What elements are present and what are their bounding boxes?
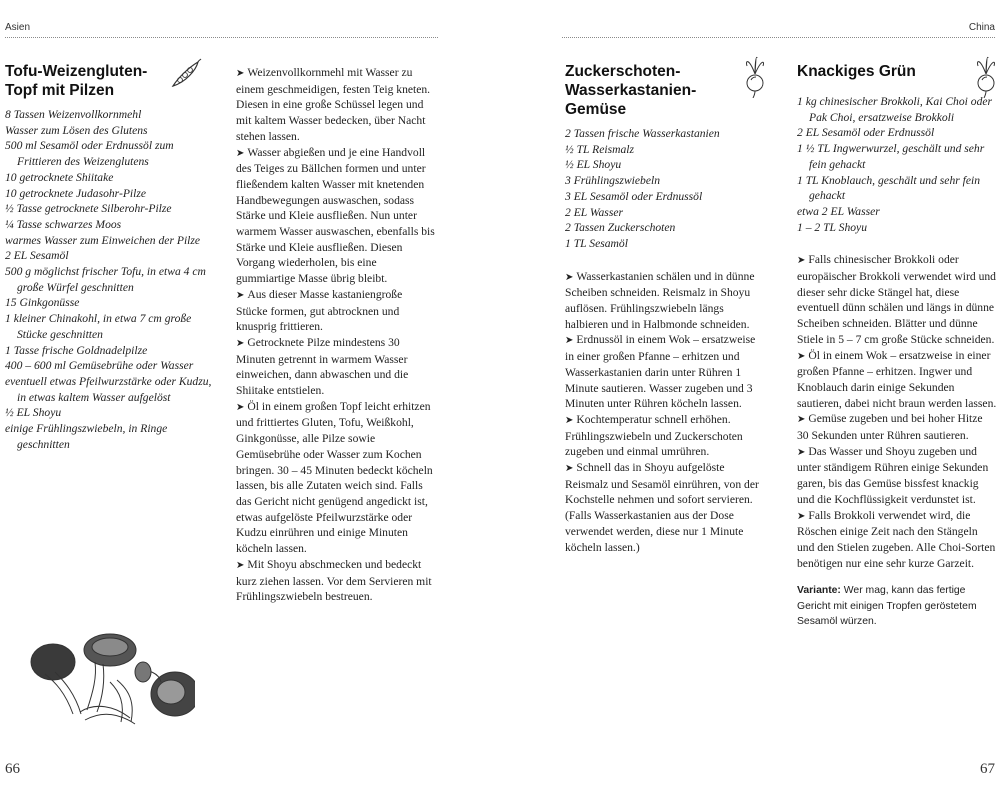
- radish-icon: [743, 56, 767, 98]
- step-item: ➤ Wasser abgießen und je eine Handvoll des Teiges zu Bällchen formen und unter fließendem kalten Wasser mit knetenden Handbewegungen auswaschen, sodass Stärke und Kleie ausfließen. Nun unter warmem Wasser auswaschen, ebenfalls bis Stärke und Kleie ausfließen. Diesen Vorgang wiederholen, bis eine gummiartige Masse übrig bleibt.: [236, 145, 435, 286]
- ingredient-item: 2 EL Sesamöl: [5, 249, 69, 263]
- ingredient-item: etwa 2 EL Wasser: [797, 204, 880, 218]
- arrow-icon: ➤: [797, 510, 806, 522]
- ingredient-item: 2 EL Sesamöl oder Erdnussöl: [797, 126, 935, 140]
- recipe-knackiges-gruen-column: [797, 62, 997, 630]
- ingredient-item: ½ EL Shoyu: [565, 158, 622, 172]
- step-item: ➤ Öl in einem Wok – ersatzweise in einer großen Pfanne – erhitzen. Ingwer und Knoblauch darin einige Sekunden sautieren, dabei nicht braun werden lassen.: [797, 348, 997, 410]
- arrow-icon: ➤: [236, 337, 245, 349]
- running-rule-right: [562, 37, 995, 38]
- variant-text: Wer mag, kann das fertige Gericht mit einigen Tropfen geröstetem Sesamöl würzen.: [797, 585, 977, 628]
- ingredient-item: 3 EL Sesamöl oder Erdnussöl: [565, 189, 703, 203]
- title-line-2: Topf mit Pilzen: [5, 82, 115, 99]
- ingredient-item: 3 Frühlingszwiebeln: [565, 174, 661, 188]
- ingredient-item: 2 Tassen Zuckerschoten: [565, 221, 676, 235]
- ingredient-item: 500 ml Sesamöl oder Erdnussöl zum Frittieren des Weizenglutens: [5, 139, 174, 169]
- step-item: ➤ Wasserkastanien schälen und in dünne Scheiben schneiden. Reismalz in Shoyu auflösen. Frühlingszwiebeln längs halbieren und in Halbmonde schneiden.: [565, 269, 755, 331]
- arrow-icon: ➤: [797, 350, 806, 362]
- title-line-3: Gemüse: [565, 101, 627, 118]
- arrow-icon: ➤: [236, 559, 245, 571]
- ingredient-item: 1 – 2 TL Shoyu: [797, 220, 868, 234]
- step-item: ➤ Falls chinesischer Brokkoli oder europäischer Brokkoli verwendet wird und dieser sehr dicke Stängel hat, diese eventuell dünn schälen und längs in dünne Scheiben schneiden. Blätter und dünne Stiele in 5 – 7 cm große Stücke schneiden.: [797, 253, 996, 346]
- title-line-1: Zuckerschoten-: [565, 63, 681, 80]
- step-item: ➤ Erdnussöl in einem Wok – ersatzweise in einer großen Pfanne – erhitzen und Wasserkastanien darin unter Rühren 1 Minute sautieren. Wasser zugeben und 3 Minuten unter Rühren köcheln lassen.: [565, 333, 756, 411]
- ingredient-item: 10 getrocknete Judasohr-Pilze: [5, 186, 146, 200]
- running-head-right: China: [968, 22, 995, 33]
- recipe-tofu-steps-column: [236, 65, 436, 605]
- ingredient-item: ½ EL Shoyu: [5, 406, 62, 420]
- step-item: ➤ Getrocknete Pilze mindestens 30 Minuten getrennt in warmem Wasser einweichen, dann abwaschen und die Shiitake entstielen.: [236, 335, 409, 398]
- step-item: ➤ Schnell das in Shoyu aufgelöste Reismalz und Sesamöl einrühren, von der Kochstelle nehmen und sofort servieren. (Falls Wasserkastanien aus der Dose verwendet werden, diese nur 1 Minute köcheln lassen.): [565, 461, 759, 554]
- ingredient-item: 400 – 600 ml Gemüsebrühe oder Wasser: [5, 359, 194, 373]
- recipe-title: [565, 62, 765, 119]
- recipe-tofu-ingredients-column: [5, 62, 220, 452]
- pea-pod-icon: [168, 58, 202, 92]
- arrow-icon: ➤: [797, 255, 806, 267]
- ingredient-item: 1 kleiner Chinakohl, in etwa 7 cm große Stücke geschnitten: [5, 312, 192, 341]
- ingredient-item: ½ Tasse getrocknete Silberohr-Pilze: [5, 202, 172, 216]
- ingredient-item: 1 TL Knoblauch, geschält und sehr fein gehackt: [797, 173, 981, 203]
- ingredient-item: 15 Ginkgonüsse: [5, 296, 80, 310]
- arrow-icon: ➤: [236, 68, 245, 79]
- recipe-title: Knackiges Grün: [797, 63, 916, 80]
- ingredient-list: [565, 126, 765, 252]
- page-number-right: 67: [980, 761, 995, 777]
- ingredient-item: 1 ½ TL Ingwerwurzel, geschält und sehr fein gehackt: [797, 142, 985, 171]
- ingredient-item: eventuell etwas Pfeilwurzstärke oder Kudzu, in etwas kaltem Wasser aufgelöst: [5, 374, 212, 404]
- ingredient-item: 2 Tassen frische Wasserkastanien: [565, 127, 720, 140]
- arrow-icon: ➤: [236, 147, 245, 159]
- step-list: [797, 252, 997, 571]
- ingredient-item: 2 EL Wasser: [565, 205, 623, 219]
- variant-label: Variante:: [797, 585, 841, 597]
- step-item: ➤ Das Wasser und Shoyu zugeben und unter ständigem Rühren einige Sekunden garen, bis das Gemüse bissfest knackig und die Kochflüssigkeit verdunstet ist.: [797, 444, 989, 506]
- ingredient-list: [797, 94, 997, 235]
- recipe-zuckerschoten-column: [565, 62, 765, 555]
- running-rule-left: [5, 37, 438, 38]
- ingredient-item: ½ TL Reismalz: [565, 142, 635, 156]
- arrow-icon: ➤: [565, 335, 574, 347]
- ingredient-item: 1 kg chinesischer Brokkoli, Kai Choi oder Pak Choi, ersatzweise Brokkoli: [797, 95, 993, 124]
- page-number-left: 66: [5, 761, 20, 777]
- arrow-icon: ➤: [797, 446, 806, 458]
- arrow-icon: ➤: [565, 414, 574, 426]
- ingredient-item: warmes Wasser zum Einweichen der Pilze: [5, 233, 201, 247]
- arrow-icon: ➤: [236, 401, 245, 413]
- ingredient-item: 8 Tassen Weizenvollkornmehl: [5, 108, 142, 121]
- arrow-icon: ➤: [797, 414, 806, 426]
- ingredient-item: 500 g möglichst frischer Tofu, in etwa 4 cm große Würfel geschnitten: [5, 265, 206, 294]
- step-item: ➤ Aus dieser Masse kastaniengroße Stücke formen, gut abtrocknen und knusprig frittieren.: [236, 287, 403, 334]
- ingredient-item: 1 TL Sesamöl: [565, 236, 628, 250]
- ingredient-item: Wasser zum Lösen des Glutens: [5, 123, 148, 137]
- right-page: [500, 0, 1000, 800]
- arrow-icon: ➤: [565, 271, 574, 283]
- ingredient-item: 1 Tasse frische Goldnadelpilze: [5, 343, 148, 357]
- running-head-left: Asien: [5, 22, 31, 33]
- step-list: [565, 269, 765, 556]
- ingredient-item: ¼ Tasse schwarzes Moos: [5, 217, 122, 231]
- title-line-2: Wasserkastanien-: [565, 82, 697, 99]
- variant-note: [797, 583, 997, 630]
- step-item: ➤ Mit Shoyu abschmecken und bedeckt kurz ziehen lassen. Vor dem Servieren mit Frühlingszwiebeln bestreuen.: [236, 557, 432, 604]
- step-item: ➤ Gemüse zugeben und bei hoher Hitze 30 Sekunden unter Rühren sautieren.: [797, 412, 983, 443]
- step-item: ➤ Weizenvollkornmehl mit Wasser zu einem geschmeidigen, festen Teig kneten. Diesen in eine große Schüssel legen und mit kaltem Wasser bedecken, über Nacht stehen lassen.: [236, 66, 431, 143]
- step-item: ➤ Falls Brokkoli verwendet wird, die Röschen einige Zeit nach den Stängeln und den Stielen zugeben. Alle Choi-Sorten benötigen nur eine sehr kurze Garzeit.: [797, 508, 996, 570]
- step-list: [236, 65, 436, 605]
- step-item: ➤ Öl in einem großen Topf leicht erhitzen und frittiertes Gluten, Tofu, Weißkohl, Ginkgonüsse, alle Pilze sowie Gemüsebrühe oder Wasser zum Kochen bringen. 30 – 45 Minuten bedeckt köcheln lassen, bis alle Zutaten weich sind. Falls das Gericht nicht genügend angedickt ist, etwas aufgelöste Pfeilwurzstärke oder Kudzu einrühren und einige Minuten köcheln lassen.: [236, 399, 433, 556]
- mushrooms-illustration: [25, 622, 195, 727]
- arrow-icon: ➤: [565, 463, 574, 475]
- ingredient-list: [5, 107, 220, 452]
- radish-icon: [974, 56, 998, 98]
- title-line-1: Tofu-Weizengluten-: [5, 63, 148, 80]
- ingredient-item: 10 getrocknete Shiitake: [5, 170, 114, 184]
- arrow-icon: ➤: [236, 289, 245, 301]
- step-item: ➤ Kochtemperatur schnell erhöhen. Frühlingszwiebeln und Zuckerschoten zugeben und einmal umrühren.: [565, 412, 743, 459]
- ingredient-item: einige Frühlingszwiebeln, in Ringe geschnitten: [5, 422, 168, 451]
